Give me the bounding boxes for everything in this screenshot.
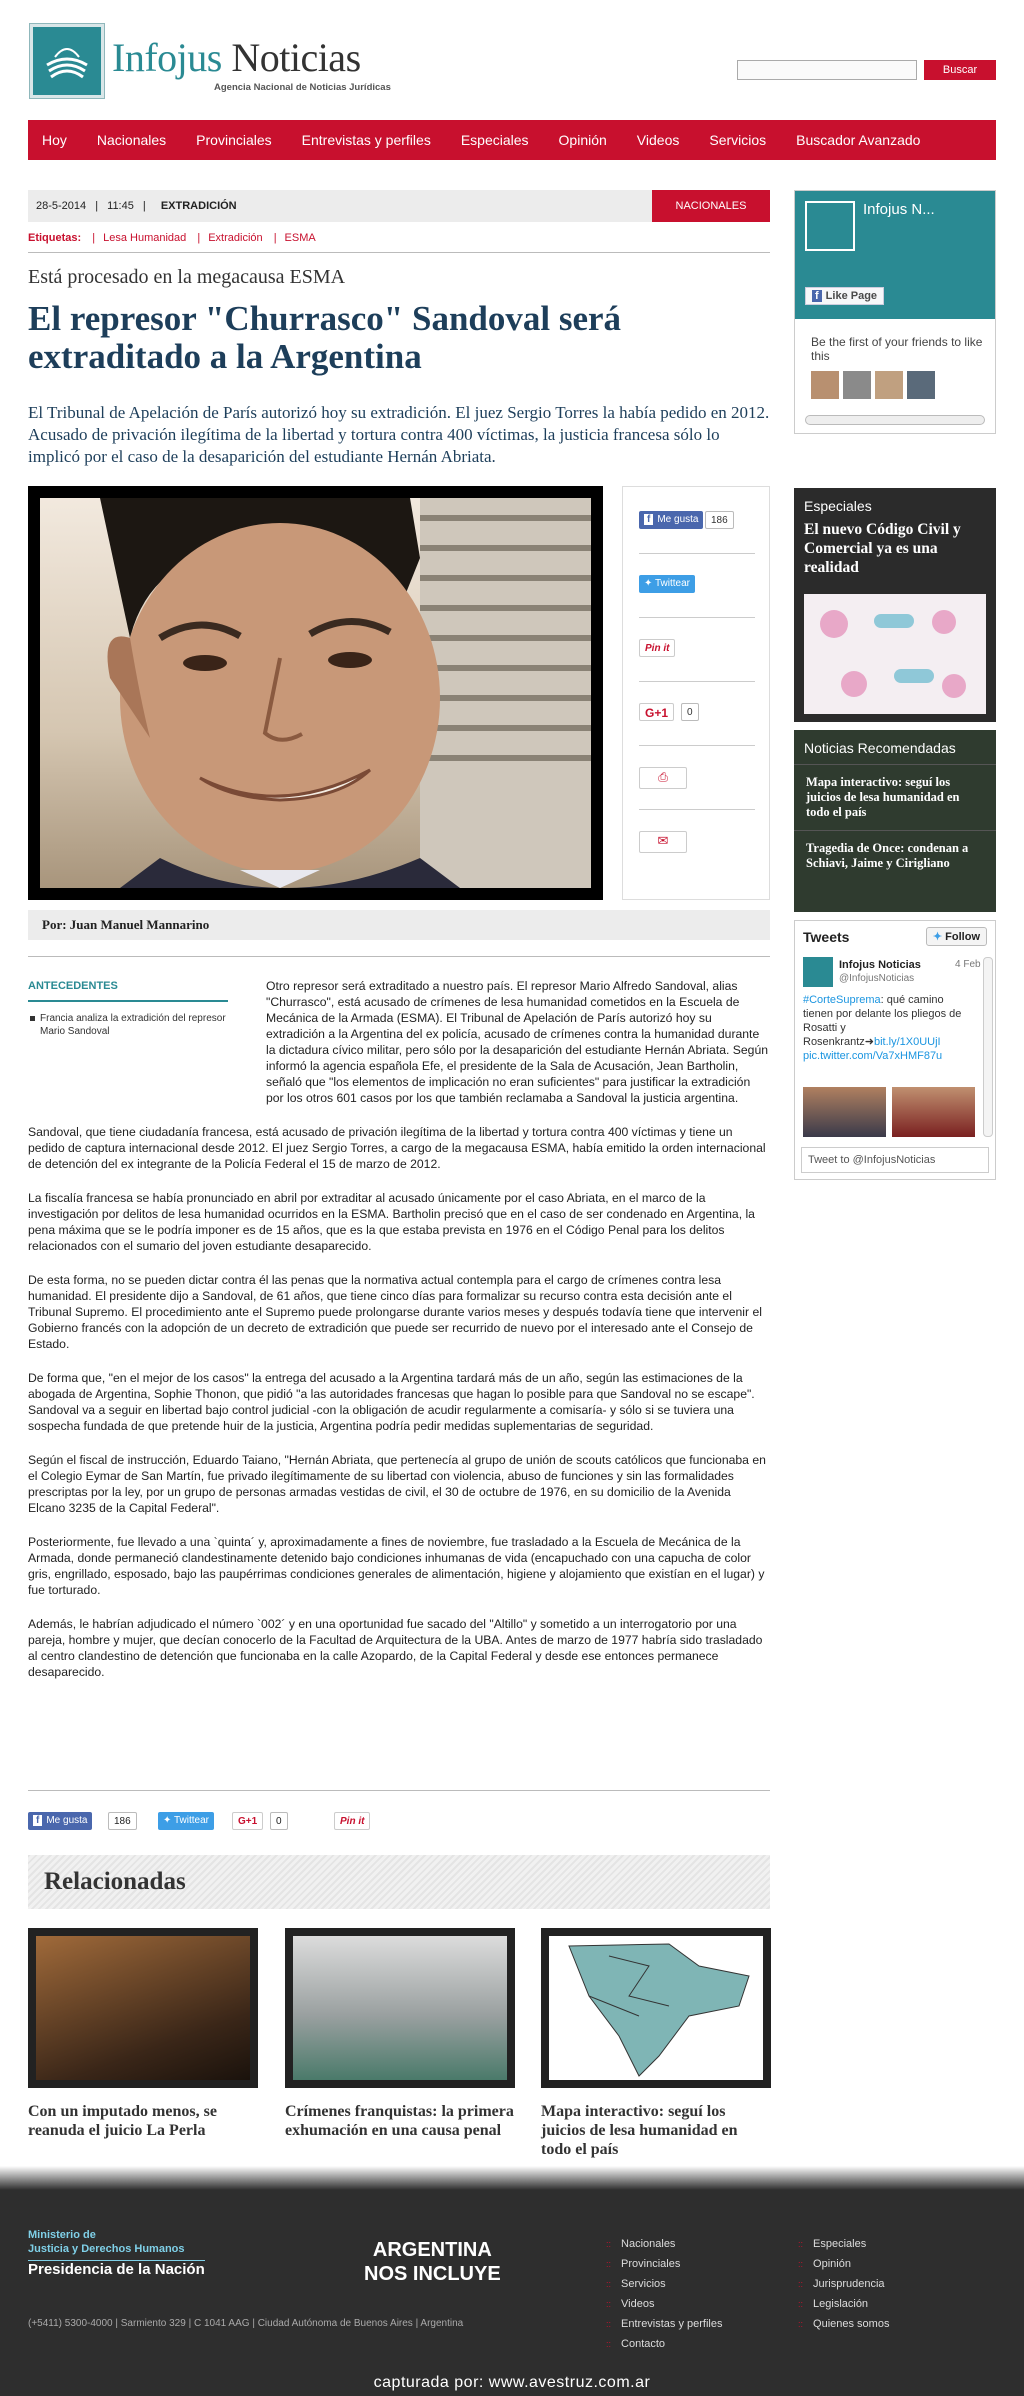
gplus-count: 0 bbox=[681, 703, 699, 721]
especiales-label: Especiales bbox=[804, 498, 872, 514]
tweet-to-input[interactable]: Tweet to @InfojusNoticias bbox=[801, 1147, 989, 1173]
divider bbox=[28, 1790, 770, 1791]
map-icon bbox=[549, 1936, 763, 2080]
facebook-icon: f bbox=[644, 514, 653, 525]
byline: Por: Juan Manuel Mannarino bbox=[28, 910, 770, 940]
paragraph: Posteriormente, fue llevado a una `quinta´ y, aproximadamente a fines de noviembre, fue trasladado a la Escuela de Mecánica de la Armada, donde permaneció clandestinamente detenido bajo condiciones inhumanas de vida (encapuchado con una capucha de color gris, engrillado, esposado, bajo las paupérrimas condiciones generales de alimentación, higiene y alojamiento que existían en el lugar) y fue torturado. bbox=[28, 1535, 765, 1597]
fb-like-page-button[interactable]: f Like Page bbox=[805, 287, 884, 305]
bullet-icon bbox=[30, 1016, 35, 1021]
nav-item-videos[interactable]: Videos bbox=[636, 132, 680, 148]
tweet-images bbox=[803, 1087, 975, 1137]
footer-link[interactable]: :: Jurisprudencia bbox=[798, 2278, 885, 2290]
paragraph: Según el fiscal de instrucción, Eduardo Taiano, "Hernán Abriata, que pertenecía al grupo de unión de scouts católicos que funcionaba en el Colegio Eymar de San Martín, fue privado ilegítimamente de su libertad con violencia, abuso de funciones y sin las formalidades prescriptas por la ley, por un grupo de personas armadas vestidas de civil, el 30 de octubre de 1976, en su domicilio de la Avenida Elcano 3235 de la Capital Federal". bbox=[28, 1453, 766, 1515]
fb-friend-thumbs bbox=[811, 371, 935, 399]
divider bbox=[639, 745, 755, 746]
related-title[interactable]: Crímenes franquistas: la primera exhumación en una causa penal bbox=[285, 2103, 514, 2139]
scrollbar[interactable] bbox=[983, 957, 993, 1137]
related-item[interactable] bbox=[285, 1928, 515, 2140]
antecedentes-link[interactable]: Francia analiza la extradición del represor Mario Sandoval bbox=[28, 1012, 228, 1038]
google-plus-button[interactable]: G+1 bbox=[232, 1812, 263, 1830]
related-heading: Relacionadas bbox=[28, 1855, 770, 1909]
section-button[interactable]: NACIONALES bbox=[652, 190, 770, 222]
portrait-image bbox=[40, 498, 591, 888]
article-photo bbox=[28, 486, 603, 900]
ministry-logo[interactable]: Ministerio de Justicia y Derechos Humanos Presidencia de la Nación bbox=[28, 2229, 205, 2278]
related-photo bbox=[285, 1928, 515, 2088]
twitter-bird-icon: ✦ bbox=[163, 1815, 174, 1826]
paragraph: De esta forma, no se pueden dictar contra él las penas que la normativa actual contempla para el cargo de crímenes contra lesa humanidad. El presidente dijo a Sandoval, de 61 años, que tiene cinco días para formalizar su recurso contra esta decisión ante el Tribunal Supremo. El procedimiento ante el Supremo puede prolongarse durante varios meses y después todavía tiene que intervenir el Gobierno francés con la adopción de un decreto de extradición que puede ser recurrido de nuevo por el interesado ante el Consejo de Estado. bbox=[28, 1273, 762, 1351]
share-column bbox=[622, 486, 770, 900]
nav-item-buscador[interactable]: Buscador Avanzado bbox=[796, 132, 921, 148]
footer-link[interactable]: :: Contacto bbox=[606, 2338, 665, 2350]
article-meta-bar: 28-5-2014 | 11:45 | EXTRADICIÓN bbox=[28, 190, 770, 222]
article-category: EXTRADICIÓN bbox=[160, 200, 237, 212]
facebook-like-button[interactable]: f Me gusta bbox=[28, 1812, 92, 1830]
scrollbar[interactable] bbox=[805, 415, 985, 425]
tweet-user[interactable]: Infojus Noticias bbox=[839, 959, 921, 971]
tweet-hashtag[interactable]: #CorteSuprema bbox=[803, 994, 881, 1006]
page-avatar bbox=[805, 201, 855, 251]
recomendadas-widget bbox=[794, 730, 996, 912]
tags-row: Etiquetas: | Lesa Humanidad | Extradición | ESMA bbox=[28, 232, 316, 244]
logo-subtitle: Agencia Nacional de Noticias Jurídicas bbox=[214, 82, 391, 93]
related-title[interactable]: Con un imputado menos, se reanuda el juicio La Perla bbox=[28, 2103, 217, 2139]
paragraph: Sandoval, que tiene ciudadanía francesa, está acusado de privación ilegítima de la libertad y tortura contra 400 víctimas y tiene un pedido de captura internacional desde 2012. El juez Sergio Torres, a cargo de la megacausa ESMA, había emitido la orden internacional de detención del ex integrante de la Policía Federal el 15 de marzo de 2012. bbox=[28, 1125, 766, 1171]
paragraph: La fiscalía francesa se había pronunciado en abril por extraditar al acusado únicamente por el caso Abriata, en el marco de la investigación por delitos de lesa humanidad ocurridos en la ESMA. Bartholin precisó que en el caso de ser condenado en Argentina, la pena máxima que se le podría imponer es de 15 años, que es la que estaba prevista en 1976 en el Código Penal para los delitos relacionados con el sumario del joven estudiante desaparecido. bbox=[28, 1191, 755, 1253]
twitter-avatar bbox=[803, 957, 833, 987]
tweet-text: #CorteSuprema: qué camino tienen por delante los pliegos de Rosatti y Rosenkrantz➜bit.ly/1X0UUjI pic.twitter.com/Va7xHMF87u bbox=[803, 994, 962, 1062]
tags-label: Etiquetas: bbox=[28, 232, 82, 244]
article-time: 11:45 bbox=[107, 200, 134, 212]
site-logo[interactable] bbox=[30, 24, 405, 98]
related-item[interactable] bbox=[28, 1928, 258, 2140]
gplus-count: 0 bbox=[270, 1812, 288, 1830]
related-photo bbox=[28, 1928, 258, 2088]
tag-link[interactable]: Lesa Humanidad bbox=[103, 232, 187, 244]
bottom-share-bar bbox=[28, 1812, 428, 1832]
recomendadas-label: Noticias Recomendadas bbox=[794, 730, 996, 765]
divider bbox=[639, 553, 755, 554]
main-nav bbox=[28, 120, 996, 160]
article-kicker: Está procesado en la megacausa ESMA bbox=[28, 266, 346, 288]
nav-item-nacionales[interactable]: Nacionales bbox=[96, 132, 167, 148]
tweet-link[interactable]: pic.twitter.com/Va7xHMF87u bbox=[803, 1050, 943, 1062]
fb-page-name[interactable]: Infojus N... bbox=[863, 201, 935, 218]
paragraph: De forma que, "en el mejor de los casos" la entrega del acusado a la Argentina tardará más de un año, según las estimaciones de la abogada de Argentina, Sophie Thonon, que pidió "a las autoridades francesas que hagan lo posible para que Sandoval no se escape". Sandoval va a seguir en libertad bajo control judicial -con la obligación de acudir regularmente a comisaría- y sólo si se tuviera una sospecha fundada de que pretende huir de la justicia, Argentina podría pedir medidas suplementarias de seguridad. bbox=[28, 1371, 755, 1433]
envelope-icon: ✉ bbox=[657, 833, 669, 848]
search-button[interactable]: Buscar bbox=[924, 60, 996, 80]
article-lead: El Tribunal de Apelación de París autorizó hoy su extradición. El juez Sergio Torres la había pedido en 2012. Acusado de privación ilegítima de la libertad y tortura contra 400 víctimas, la justicia francesa sólo lo implicó por el caso de la desaparición del estudiante Hernán Abriata. bbox=[28, 403, 770, 466]
tag-link[interactable]: Extradición bbox=[208, 232, 263, 244]
divider bbox=[28, 956, 770, 957]
tweet-handle: @InfojusNoticias bbox=[839, 973, 915, 984]
footer-fade bbox=[0, 2166, 1024, 2190]
footer-link[interactable]: :: Servicios bbox=[606, 2278, 666, 2290]
twitter-bird-icon: ✦ bbox=[644, 578, 655, 589]
nav-item-provinciales[interactable]: Provinciales bbox=[196, 132, 272, 148]
especiales-image bbox=[804, 594, 986, 714]
pinterest-button[interactable]: Pin it bbox=[334, 1812, 370, 1830]
nav-item-hoy[interactable]: Hoy bbox=[42, 132, 67, 148]
book-logo-icon bbox=[30, 24, 104, 98]
recomendada-link[interactable]: Mapa interactivo: seguí los juicios de lesa humanidad en todo el país bbox=[794, 765, 996, 831]
fb-friends-text: Be the first of your friends to like this bbox=[811, 335, 983, 363]
antecedentes-title: ANTECEDENTES bbox=[28, 978, 228, 1002]
nav-item-entrevistas[interactable]: Entrevistas y perfiles bbox=[301, 132, 431, 148]
footer-link[interactable]: :: Entrevistas y perfiles bbox=[606, 2318, 723, 2330]
article-title: El represor "Churrasco" Sandoval será extraditado a la Argentina bbox=[28, 299, 622, 376]
email-button[interactable] bbox=[639, 831, 687, 853]
article-date: 28-5-2014 bbox=[36, 200, 87, 212]
tweet-link[interactable]: bit.ly/1X0UUjI bbox=[873, 1036, 941, 1048]
paragraph: Además, le habrían adjudicado el número `002´ y en una oportunidad fue sacado del "Altillo" y sometido a un interrogatorio por una pareja, hombre y mujer, que decían conocerlo de la Facultad de Arquitectura de la UBA. Antes de marzo de 1977 habría sido trasladado al centro clandestino de detención que funcionaba en la calle Azopardo, de la Capital Federal y desde ese entonces permanece desaparecido. bbox=[28, 1617, 763, 1679]
paragraph: Otro represor será extraditado a nuestro país. El represor Mario Alfredo Sandoval, alias "Churrasco", está acusado de crímenes de lesa humanidad cometidos en la Escuela de Mecánica de la Armada (ESMA). El Tribunal de Apelación de París autorizó hoy su extradición a la Argentina del ex policía, acusado de crímenes contra la humanidad durante la dictadura cívico militar, pero sólo por la desaparición del estudiante Hernán Abriata. Según informó la agencia española Efe, el presidente de la Sala de Acusación, Jean Bartholin, señaló que "los elementos de implicación no eran suficientes" para justificar la extradición por los otros 601 casos por los que también reclamaba a Sandoval la justicia argentina. bbox=[266, 979, 769, 1105]
antecedentes-box bbox=[28, 978, 266, 1094]
footer-link[interactable]: :: Nacionales bbox=[606, 2238, 675, 2250]
twitter-bird-icon: ✦ bbox=[932, 931, 946, 943]
related-photo bbox=[541, 1928, 771, 2088]
footer-link[interactable]: :: Quienes somos bbox=[798, 2318, 889, 2330]
like-count: 186 bbox=[108, 1812, 137, 1830]
divider bbox=[639, 681, 755, 682]
tag-link[interactable]: ESMA bbox=[284, 232, 316, 244]
article-body bbox=[28, 978, 770, 1698]
divider bbox=[28, 252, 770, 253]
related-item[interactable] bbox=[541, 1928, 771, 2159]
especiales-widget[interactable] bbox=[794, 488, 996, 722]
facebook-cover bbox=[795, 191, 995, 319]
slogan-logo: ARGENTINA NOS INCLUYE bbox=[364, 2239, 501, 2285]
facebook-like-button[interactable]: f Me gusta bbox=[639, 511, 703, 529]
recomendada-link[interactable]: Tragedia de Once: condenan a Schiavi, Jaime y Cirigliano bbox=[806, 841, 969, 870]
footer-link[interactable]: :: Videos bbox=[606, 2298, 654, 2310]
related-title[interactable]: Mapa interactivo: seguí los juicios de lesa humanidad en todo el país bbox=[541, 2103, 738, 2158]
tweets-title: Tweets bbox=[803, 929, 850, 945]
print-button[interactable] bbox=[639, 767, 687, 789]
logo-text: Infojus Noticias bbox=[112, 35, 361, 80]
twitter-button[interactable]: ✦ Twittear bbox=[639, 575, 695, 593]
tweet-date: 4 Feb bbox=[955, 959, 981, 970]
site-footer bbox=[0, 2166, 1024, 2396]
footer-link[interactable]: :: Opinión bbox=[798, 2258, 851, 2270]
twitter-button[interactable]: ✦ Twittear bbox=[158, 1812, 214, 1830]
facebook-icon: f bbox=[812, 290, 822, 302]
printer-icon: ⎙ bbox=[658, 770, 668, 784]
pinterest-button[interactable]: Pin it bbox=[639, 639, 675, 657]
facebook-icon: f bbox=[33, 1815, 42, 1826]
footer-link[interactable]: :: Legislación bbox=[798, 2298, 868, 2310]
google-plus-button[interactable]: G+1 bbox=[639, 703, 674, 721]
nav-item-opinion[interactable]: Opinión bbox=[558, 132, 607, 148]
footer-link[interactable]: :: Provinciales bbox=[606, 2258, 680, 2270]
twitter-widget bbox=[794, 920, 996, 1180]
footer-link[interactable]: :: Especiales bbox=[798, 2238, 866, 2250]
facebook-widget bbox=[794, 190, 996, 434]
nav-item-servicios[interactable]: Servicios bbox=[709, 132, 767, 148]
search-input[interactable] bbox=[737, 60, 917, 80]
divider bbox=[639, 617, 755, 618]
like-count: 186 bbox=[705, 511, 734, 529]
capture-credit: capturada por: www.avestruz.com.ar bbox=[373, 2374, 651, 2391]
nav-item-especiales[interactable]: Especiales bbox=[460, 132, 529, 148]
follow-button[interactable]: ✦ Follow bbox=[926, 927, 987, 946]
especiales-title[interactable]: El nuevo Código Civil y Comercial ya es una realidad bbox=[804, 521, 961, 576]
footer-address: (+5411) 5300-4000 | Sarmiento 329 | C 1041 AAG | Ciudad Autónoma de Buenos Aires | Argentina bbox=[28, 2318, 464, 2329]
divider bbox=[639, 809, 755, 810]
